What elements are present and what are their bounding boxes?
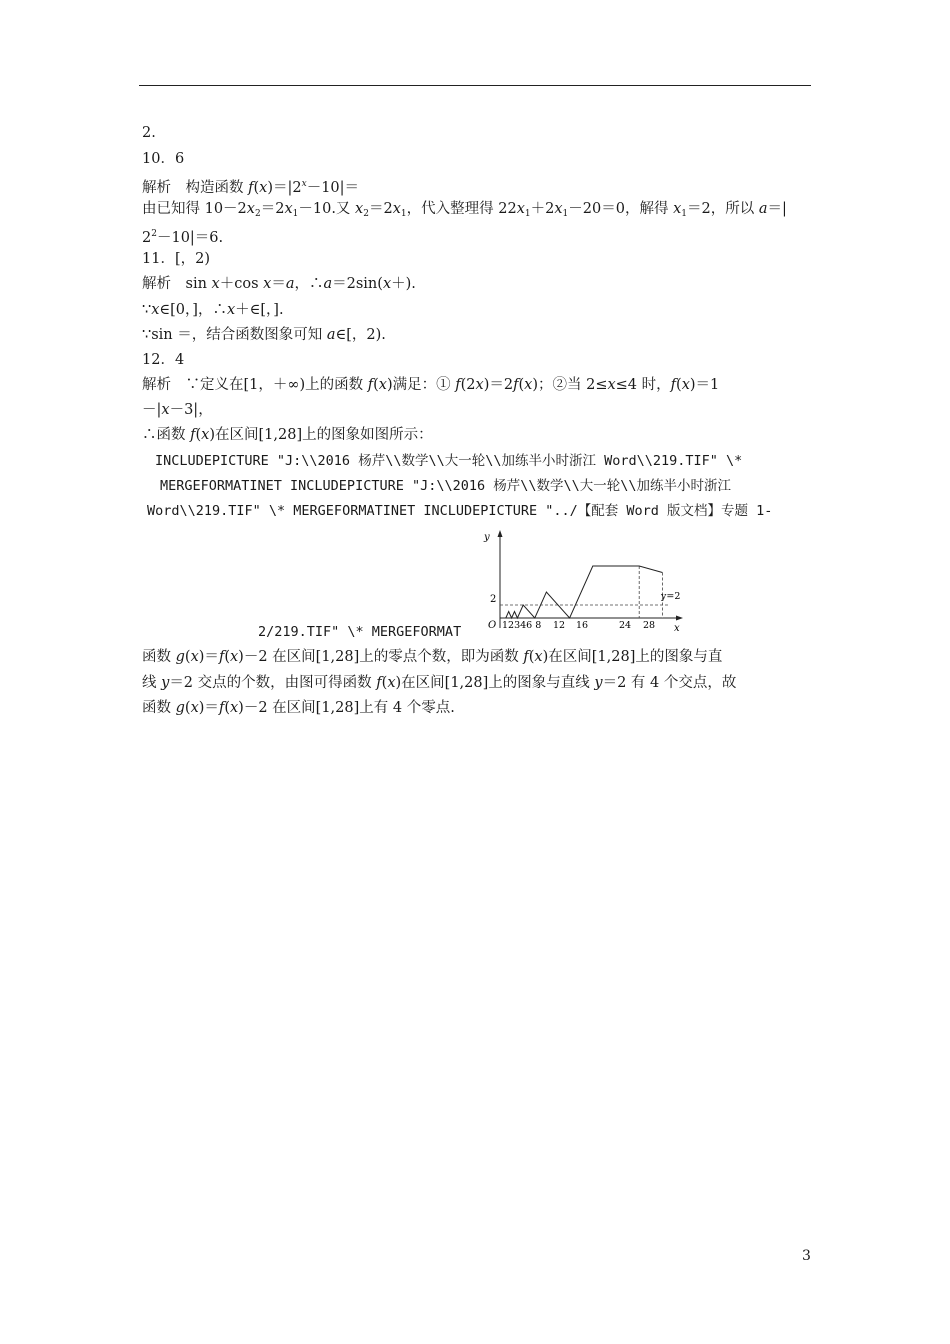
- answer-10-analysis: [142, 174, 359, 198]
- text: ∈[，2).: [335, 327, 386, 343]
- field-code-line-4: 2/219.TIF" \* MERGEFORMAT: [258, 624, 462, 640]
- var: f: [513, 377, 519, 393]
- text: ＝2 交点的个数，由图可得函数: [169, 675, 377, 691]
- var: x: [211, 276, 220, 292]
- var: x: [524, 377, 533, 393]
- text: 函数: [142, 700, 176, 716]
- origin-label: O: [488, 620, 497, 631]
- text: ＝2sin(: [332, 276, 383, 292]
- text: －10|＝6.: [156, 230, 224, 246]
- var: y: [594, 675, 603, 691]
- var: a: [323, 276, 333, 292]
- var: x: [226, 302, 236, 318]
- text: )在区间[1,28]上的图象如图所示：: [209, 427, 433, 443]
- var: x: [607, 377, 616, 393]
- text: )；②当 2≤: [532, 377, 608, 393]
- text: 11．[，2): [142, 251, 210, 267]
- answer-10-heading: [142, 149, 184, 169]
- text: ，代入整理得 22: [406, 201, 517, 217]
- text: (: [381, 675, 388, 691]
- text: ，∴: [294, 276, 324, 292]
- text: )－2 在区间[1,28]上有 4 个零点.: [238, 700, 455, 716]
- answer-12-explanation-1: [142, 647, 722, 667]
- var: a: [758, 201, 768, 217]
- var: a: [285, 276, 295, 292]
- var: x: [673, 201, 682, 217]
- function-graph: [478, 528, 688, 636]
- text: 10．6: [142, 151, 185, 167]
- var: x: [475, 377, 484, 393]
- var: x: [681, 377, 690, 393]
- var: x: [516, 201, 525, 217]
- answer-12-graph-intro: [142, 425, 433, 445]
- text: (: [184, 649, 191, 665]
- text: (: [528, 649, 535, 665]
- text: ∵sin ＝，结合函数图象可知: [142, 327, 327, 343]
- var: x: [201, 427, 210, 443]
- var: f: [218, 649, 225, 665]
- text: ＋cos: [219, 276, 264, 292]
- var: f: [218, 700, 225, 716]
- var: x: [161, 402, 170, 418]
- text: ＋∈[，].: [235, 302, 284, 318]
- text: 解析 sin: [142, 276, 212, 292]
- text: －10|＝: [306, 180, 360, 196]
- var: f: [376, 675, 382, 691]
- field-code-line-3: Word\\219.TIF" \* MERGEFORMATINET INCLUDEPICTURE "../【配套 Word 版文档】专题 1-: [147, 503, 773, 519]
- text: －3|，: [169, 402, 213, 418]
- answer-11-heading: [142, 249, 210, 269]
- text: )＝|2: [267, 180, 302, 196]
- text: －20＝0，解得: [568, 201, 674, 217]
- text: (2: [460, 377, 476, 393]
- x-axis-label: x: [674, 623, 680, 634]
- text: 线: [142, 675, 162, 691]
- var: x: [534, 649, 543, 665]
- text: －10.又: [298, 201, 356, 217]
- var: f: [523, 649, 529, 665]
- text: －|: [142, 402, 162, 418]
- var: x: [259, 180, 268, 196]
- text: )＝1: [689, 377, 720, 393]
- text: )在区间[1,28]上的图象与直线: [395, 675, 595, 691]
- text: 2: [142, 230, 152, 246]
- text: ＝2，所以: [686, 201, 759, 217]
- text: (: [195, 427, 202, 443]
- sub: 1: [681, 209, 687, 219]
- text: )＝: [198, 700, 219, 716]
- var: a: [326, 327, 336, 343]
- answer-12-analysis: [142, 375, 719, 395]
- var: x: [355, 201, 364, 217]
- sub: 1: [562, 209, 569, 219]
- var: x: [554, 201, 563, 217]
- var: x: [229, 700, 239, 716]
- text: 解析 ∵定义在[1，＋∞)上的函数: [142, 377, 368, 393]
- sub: 2: [363, 209, 369, 219]
- text: )满足：①: [386, 377, 456, 393]
- x-tick-24: 24: [619, 620, 632, 631]
- var: x: [151, 302, 160, 318]
- answer-12-explanation-3: [142, 698, 455, 718]
- page-number: 3: [802, 1248, 811, 1264]
- text: )在区间[1,28]上的图象与直: [542, 649, 723, 665]
- text: )－2 在区间[1,28]上的零点个数，即为函数: [238, 649, 524, 665]
- answer-line-2: [142, 123, 156, 143]
- var: y: [161, 675, 170, 691]
- text: ＝2: [368, 201, 393, 217]
- answer-12-heading: [142, 350, 184, 370]
- text: )＝: [198, 649, 219, 665]
- var: x: [284, 201, 293, 217]
- sup: 2: [151, 229, 157, 239]
- text: (: [253, 180, 260, 196]
- var: x: [190, 649, 199, 665]
- x-axis-arrow: [676, 616, 683, 621]
- text: (: [224, 700, 230, 716]
- text: (: [373, 377, 379, 393]
- text: ＝|: [767, 201, 787, 217]
- text: ∈[0，]，∴: [159, 302, 227, 318]
- var: x: [263, 276, 272, 292]
- text: (: [184, 700, 191, 716]
- text: ＋2: [530, 201, 555, 217]
- text: ＝2 有 4 个交点，故: [602, 675, 737, 691]
- var: x: [190, 700, 199, 716]
- field-code-line-2: MERGEFORMATINET INCLUDEPICTURE "J:\\2016 杨芹\\数学\\大一轮\\加练半小时浙江: [160, 478, 732, 494]
- sub: 1: [524, 209, 531, 219]
- text: (: [224, 649, 230, 665]
- var: f: [190, 427, 196, 443]
- answer-10-result: [142, 224, 223, 248]
- answer-11-analysis: [142, 274, 416, 294]
- x-tick-group-small: 12346 8: [502, 620, 542, 631]
- text: )＝2: [483, 377, 514, 393]
- sub: 1: [400, 209, 407, 219]
- x-tick-12: 12: [553, 620, 566, 631]
- field-code-line-1: INCLUDEPICTURE "J:\\2016 杨芹\\数学\\大一轮\\加练半小时浙江 Word\\219.TIF" \*: [155, 453, 743, 469]
- var: x: [229, 649, 239, 665]
- text: (: [676, 377, 682, 393]
- answer-10-derivation: [142, 199, 787, 224]
- var: x: [378, 377, 387, 393]
- text: 解析 构造函数: [142, 180, 249, 196]
- var: x: [387, 675, 396, 691]
- text: 2.: [142, 125, 156, 141]
- text: ＝2: [260, 201, 285, 217]
- text: ∵: [142, 302, 152, 318]
- answer-12-explanation-2: [142, 673, 736, 693]
- header-rule: [139, 85, 811, 86]
- answer-11-conclusion: [142, 325, 386, 345]
- text: ≤4 时，: [615, 377, 671, 393]
- var: x: [246, 201, 255, 217]
- answer-12-continuation: [142, 400, 213, 420]
- text: ＝: [271, 276, 286, 292]
- y-tick-2: 2: [490, 594, 497, 605]
- var: f: [367, 377, 374, 393]
- var: f: [670, 377, 677, 393]
- text: ∴函数: [142, 427, 191, 443]
- var: x: [382, 276, 392, 292]
- sub: 2: [254, 209, 261, 219]
- var: x: [392, 201, 401, 217]
- text: (: [518, 377, 525, 393]
- var: x: [301, 179, 307, 189]
- var: g: [175, 700, 185, 716]
- text: 由已知得 10－2: [142, 201, 247, 217]
- answer-11-range: [142, 300, 284, 320]
- y-axis-label: y: [484, 532, 490, 543]
- x-tick-28: 28: [643, 620, 656, 631]
- var: f: [248, 180, 254, 196]
- x-tick-16: 16: [576, 620, 589, 631]
- text: 函数: [142, 649, 176, 665]
- var: g: [175, 649, 185, 665]
- text: ＋).: [391, 276, 416, 292]
- y-axis-arrow: [498, 530, 503, 537]
- text: 12．4: [142, 352, 185, 368]
- line-label: y=2: [661, 591, 681, 602]
- sub: 1: [292, 209, 299, 219]
- var: f: [455, 377, 461, 393]
